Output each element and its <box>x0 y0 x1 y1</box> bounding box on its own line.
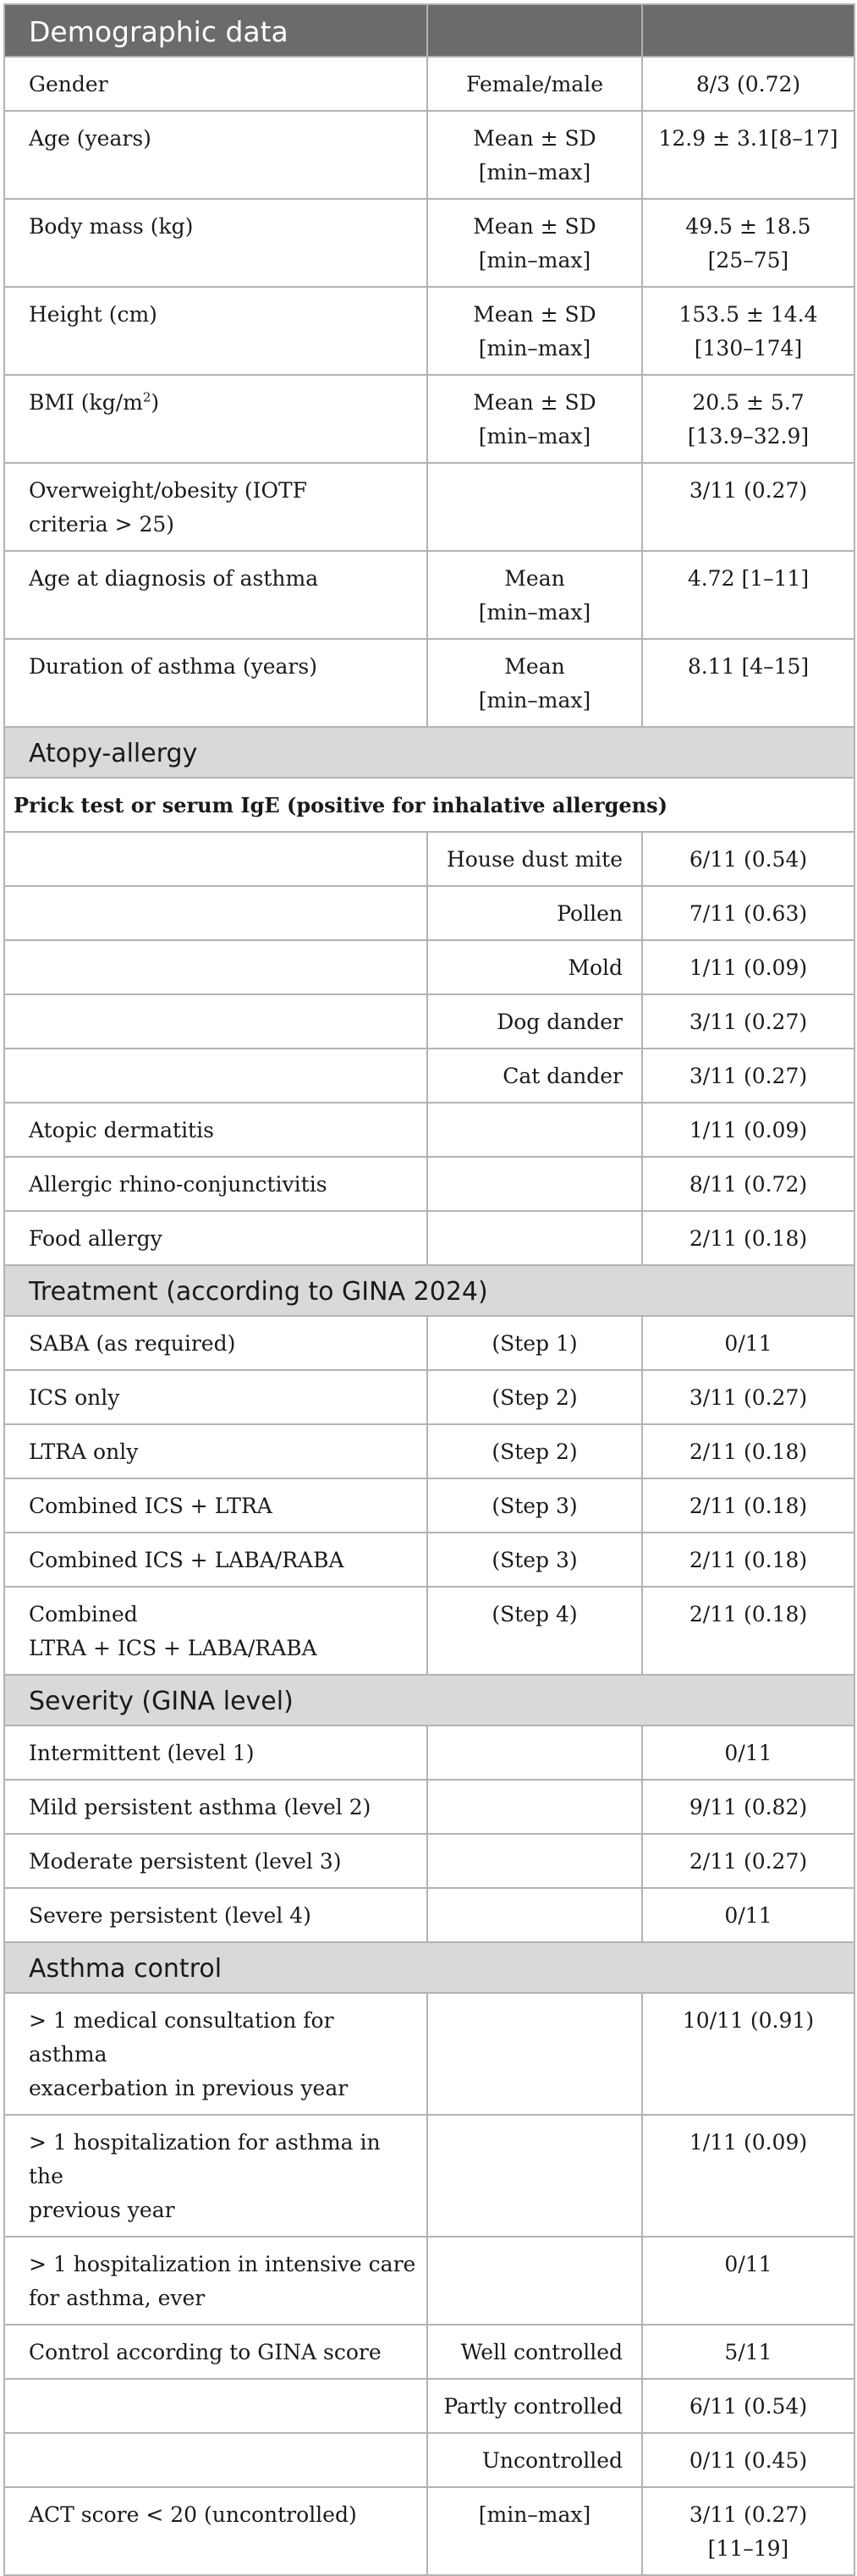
table-row <box>4 1316 854 1370</box>
table-row <box>4 463 854 551</box>
row-statistic: Pollen <box>427 886 642 940</box>
row-label: Combined ICS + LABA/RABA <box>4 1533 427 1587</box>
row-statistic <box>427 1157 642 1211</box>
table-row <box>4 2487 854 2575</box>
table-row <box>4 639 854 727</box>
row-label: SABA (as required) <box>4 1316 427 1370</box>
row-label-text-end: ) <box>151 390 160 415</box>
row-value: 7/11 (0.63) <box>642 886 854 940</box>
row-value: 3/11 (0.27) <box>642 994 854 1049</box>
table-row <box>4 1533 854 1587</box>
row-value: 3/11 (0.27) <box>642 1049 854 1103</box>
row-value: 10/11 (0.91) <box>642 1993 854 2115</box>
row-statistic <box>427 1834 642 1888</box>
row-statistic <box>427 1211 642 1265</box>
row-label: Combined LTRA + ICS + LABA/RABA <box>4 1587 427 1675</box>
row-value: 4.72 [1–11] <box>642 551 854 639</box>
row-value: 2/11 (0.27) <box>642 1834 854 1888</box>
row-statistic: (Step 3) <box>427 1478 642 1533</box>
row-label: > 1 medical consultation for asthma exacerbation in previous year <box>4 1993 427 2115</box>
table-row <box>4 1478 854 1533</box>
table-row <box>4 2237 854 2325</box>
table-row <box>4 2115 854 2237</box>
table-row <box>4 1049 854 1103</box>
subheading-row <box>4 778 854 832</box>
demographic-table <box>3 3 855 2576</box>
row-statistic: (Step 2) <box>427 1370 642 1424</box>
row-statistic: Mold <box>427 940 642 994</box>
row-statistic: (Step 1) <box>427 1316 642 1370</box>
subheading-label: Prick test or serum IgE (positive for inhalative allergens) <box>4 778 854 832</box>
table-row <box>4 57 854 111</box>
table-row <box>4 1370 854 1424</box>
row-label <box>4 2379 427 2433</box>
row-value: 20.5 ± 5.7 [13.9–32.9] <box>642 375 854 463</box>
section-title: Treatment (according to GINA 2024) <box>4 1265 854 1316</box>
table-row <box>4 1211 854 1265</box>
row-label: Body mass (kg) <box>4 199 427 287</box>
row-statistic: House dust mite <box>427 832 642 886</box>
row-statistic <box>427 1888 642 1942</box>
row-label: Mild persistent asthma (level 2) <box>4 1780 427 1834</box>
table-row <box>4 1834 854 1888</box>
section-header-treatment-according-to-gina-2024 <box>4 1265 854 1316</box>
row-value: 2/11 (0.18) <box>642 1478 854 1533</box>
row-statistic <box>427 1780 642 1834</box>
table-row <box>4 199 854 287</box>
row-value: 6/11 (0.54) <box>642 2379 854 2433</box>
row-label: Combined ICS + LTRA <box>4 1478 427 1533</box>
table-row <box>4 2433 854 2487</box>
row-value: 1/11 (0.09) <box>642 2115 854 2237</box>
row-label: Age at diagnosis of asthma <box>4 551 427 639</box>
row-label: Control according to GINA score <box>4 2325 427 2379</box>
row-label <box>4 940 427 994</box>
row-value: 0/11 <box>642 2237 854 2325</box>
row-value: 0/11 (0.45) <box>642 2433 854 2487</box>
row-label: Severe persistent (level 4) <box>4 1888 427 1942</box>
row-label-text: BMI (kg/m <box>29 390 143 415</box>
row-label-superscript: 2 <box>142 389 151 405</box>
table-body <box>4 4 854 2575</box>
row-statistic: (Step 4) <box>427 1587 642 1675</box>
row-label: Allergic rhino-conjunctivitis <box>4 1157 427 1211</box>
table-row <box>4 551 854 639</box>
row-label: Height (cm) <box>4 287 427 375</box>
row-label <box>4 886 427 940</box>
row-value: 0/11 <box>642 1888 854 1942</box>
table-row <box>4 1888 854 1942</box>
table-row <box>4 1726 854 1780</box>
table-row <box>4 886 854 940</box>
table-row <box>4 1587 854 1675</box>
row-label: Gender <box>4 57 427 111</box>
table-row <box>4 2379 854 2433</box>
table-row <box>4 1103 854 1157</box>
row-value: 3/11 (0.27) <box>642 463 854 551</box>
row-statistic: Partly controlled <box>427 2379 642 2433</box>
row-statistic: Uncontrolled <box>427 2433 642 2487</box>
row-label: ACT score < 20 (uncontrolled) <box>4 2487 427 2575</box>
row-statistic: Female/male <box>427 57 642 111</box>
row-label: LTRA only <box>4 1424 427 1478</box>
row-value: 8/3 (0.72) <box>642 57 854 111</box>
row-value: 6/11 (0.54) <box>642 832 854 886</box>
section-header-atopy-allergy <box>4 727 854 778</box>
row-value: 1/11 (0.09) <box>642 1103 854 1157</box>
row-label <box>4 994 427 1049</box>
row-value: 8/11 (0.72) <box>642 1157 854 1211</box>
row-value: 9/11 (0.82) <box>642 1780 854 1834</box>
row-statistic: Mean ± SD [min–max] <box>427 287 642 375</box>
row-value: 2/11 (0.18) <box>642 1424 854 1478</box>
row-statistic <box>427 463 642 551</box>
row-label: Atopic dermatitis <box>4 1103 427 1157</box>
row-statistic: Mean [min–max] <box>427 551 642 639</box>
row-value: 0/11 <box>642 1726 854 1780</box>
row-label: Food allergy <box>4 1211 427 1265</box>
section-title: Atopy-allergy <box>4 727 854 778</box>
row-label: Intermittent (level 1) <box>4 1726 427 1780</box>
header-empty-cell <box>642 4 854 57</box>
section-header-severity-gina-level <box>4 1675 854 1726</box>
row-statistic: (Step 2) <box>427 1424 642 1478</box>
row-value: 3/11 (0.27) [11–19] <box>642 2487 854 2575</box>
row-label: Age (years) <box>4 111 427 199</box>
row-label <box>4 375 427 463</box>
row-statistic: [min–max] <box>427 2487 642 2575</box>
table-row <box>4 2325 854 2379</box>
table-title: Demographic data <box>4 4 427 57</box>
row-label: > 1 hospitalization for asthma in the previous year <box>4 2115 427 2237</box>
row-statistic <box>427 2115 642 2237</box>
row-label: Moderate persistent (level 3) <box>4 1834 427 1888</box>
table-row <box>4 1424 854 1478</box>
row-value: 12.9 ± 3.1[8–17] <box>642 111 854 199</box>
row-statistic <box>427 1726 642 1780</box>
table-row <box>4 1780 854 1834</box>
row-label: Duration of asthma (years) <box>4 639 427 727</box>
row-label <box>4 1049 427 1103</box>
row-statistic: (Step 3) <box>427 1533 642 1587</box>
section-title: Asthma control <box>4 1942 854 1993</box>
row-value: 3/11 (0.27) <box>642 1370 854 1424</box>
row-value: 1/11 (0.09) <box>642 940 854 994</box>
table-header-row <box>4 4 854 57</box>
row-value: 49.5 ± 18.5 [25–75] <box>642 199 854 287</box>
table-row <box>4 1993 854 2115</box>
row-value: 2/11 (0.18) <box>642 1587 854 1675</box>
row-statistic: Well controlled <box>427 2325 642 2379</box>
row-statistic: Cat dander <box>427 1049 642 1103</box>
row-statistic: Mean [min–max] <box>427 639 642 727</box>
row-statistic: Mean ± SD [min–max] <box>427 375 642 463</box>
row-value: 5/11 <box>642 2325 854 2379</box>
row-statistic: Mean ± SD [min–max] <box>427 199 642 287</box>
demographic-table-container <box>3 3 854 2576</box>
row-label: > 1 hospitalization in intensive care for asthma, ever <box>4 2237 427 2325</box>
row-value: 153.5 ± 14.4 [130–174] <box>642 287 854 375</box>
table-row <box>4 111 854 199</box>
table-row <box>4 1157 854 1211</box>
table-row <box>4 375 854 463</box>
row-statistic: Mean ± SD [min–max] <box>427 111 642 199</box>
row-value: 8.11 [4–15] <box>642 639 854 727</box>
row-statistic <box>427 1103 642 1157</box>
row-label: ICS only <box>4 1370 427 1424</box>
section-header-asthma-control <box>4 1942 854 1993</box>
table-row <box>4 994 854 1049</box>
row-statistic <box>427 2237 642 2325</box>
table-row <box>4 940 854 994</box>
row-label <box>4 832 427 886</box>
row-value: 0/11 <box>642 1316 854 1370</box>
table-row <box>4 287 854 375</box>
row-value: 2/11 (0.18) <box>642 1533 854 1587</box>
row-statistic <box>427 1993 642 2115</box>
section-title: Severity (GINA level) <box>4 1675 854 1726</box>
row-statistic: Dog dander <box>427 994 642 1049</box>
header-empty-cell <box>427 4 642 57</box>
table-row <box>4 832 854 886</box>
row-label <box>4 2433 427 2487</box>
row-label: Overweight/obesity (IOTF criteria > 25) <box>4 463 427 551</box>
row-value: 2/11 (0.18) <box>642 1211 854 1265</box>
